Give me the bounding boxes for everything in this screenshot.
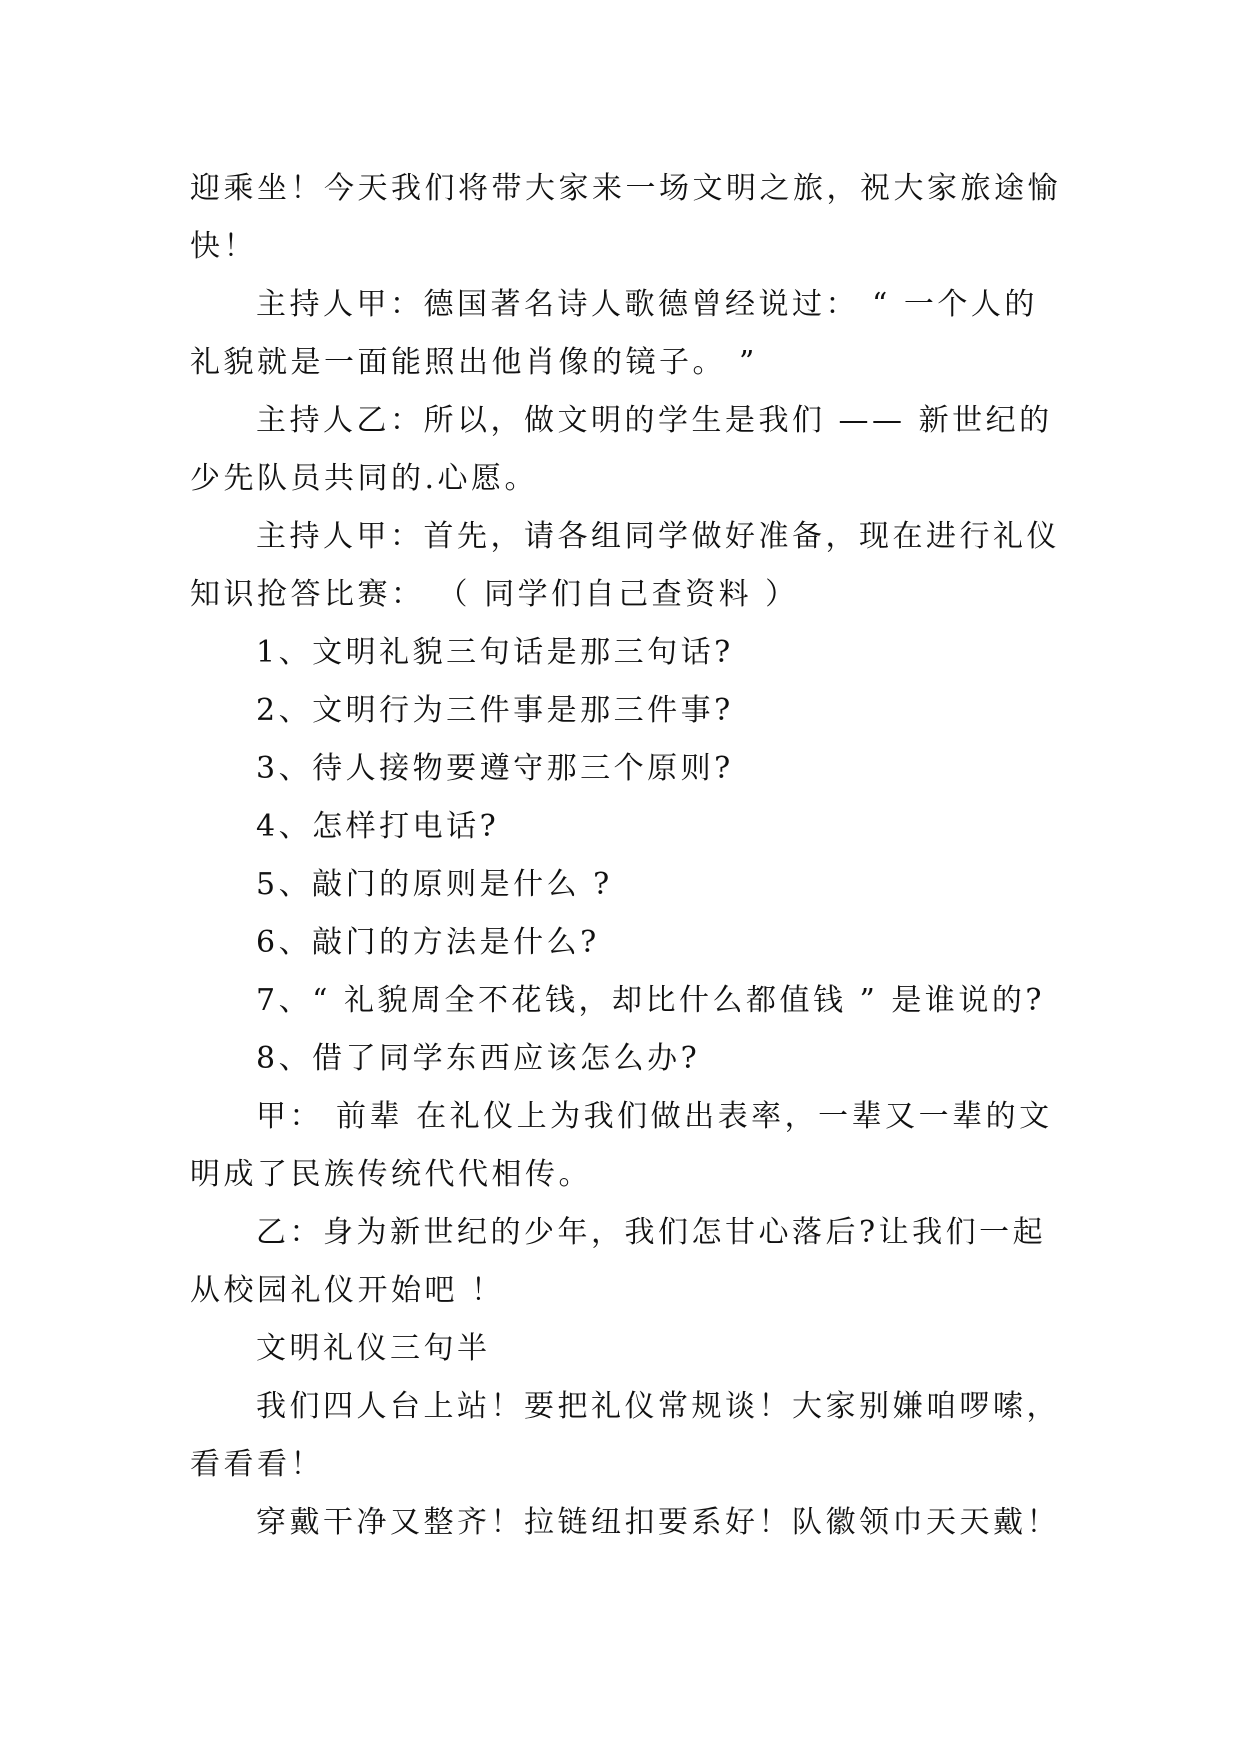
quiz-question-5: 5、敲门的原则是什么 ? <box>256 867 613 902</box>
quiz-question-1: 1、文明礼貌三句话是那三句话? <box>256 635 734 670</box>
quiz-question-2: 2、文明行为三件事是那三件事? <box>256 693 734 728</box>
paragraph-host-a-goethe-quote: 主持人甲：德国著名诗人歌德曾经说过： “ 一个人的礼貌就是一面能照出他肖像的镜子。 ” <box>190 287 1038 380</box>
quiz-question-7: 7、“ 礼貌周全不花钱，却比什么都值钱 ” 是谁说的? <box>256 983 1045 1018</box>
paragraph-host-a-quiz-intro: 主持人甲：首先，请各组同学做好准备，现在进行礼仪知识抢答比赛： （ 同学们自己查资料 ） <box>190 519 1060 612</box>
quiz-question-6: 6、敲门的方法是什么? <box>256 925 600 960</box>
quiz-question-8: 8、借了同学东西应该怎么办? <box>256 1041 701 1076</box>
document-body <box>190 160 1070 1552</box>
paragraph-a-predecessors: 甲： 前辈 在礼仪上为我们做出表率，一辈又一辈的文明成了民族传统代代相传。 <box>190 1099 1053 1192</box>
quiz-question-3: 3、待人接物要遵守那三个原则? <box>256 751 734 786</box>
paragraph-host-b-civilized-student: 主持人乙：所以，做文明的学生是我们 —— 新世纪的少先队员共同的.心愿。 <box>190 403 1053 496</box>
paragraph-b-new-century: 乙：身为新世纪的少年，我们怎甘心落后?让我们一起从校园礼仪开始吧 ！ <box>190 1215 1047 1308</box>
paragraph-opening-greeting: 迎乘坐！今天我们将带大家来一场文明之旅，祝大家旅途愉快！ <box>190 171 1061 264</box>
paragraph-verse-2: 穿戴干净又整齐！拉链纽扣要系好！队徽领巾天天戴！ <box>256 1505 1060 1540</box>
section-heading-sanjuban: 文明礼仪三句半 <box>256 1331 491 1366</box>
quiz-question-4: 4、怎样打电话? <box>256 809 500 844</box>
paragraph-verse-1: 我们四人台上站！要把礼仪常规谈！大家别嫌咱啰嗦，看看看！ <box>190 1389 1060 1482</box>
